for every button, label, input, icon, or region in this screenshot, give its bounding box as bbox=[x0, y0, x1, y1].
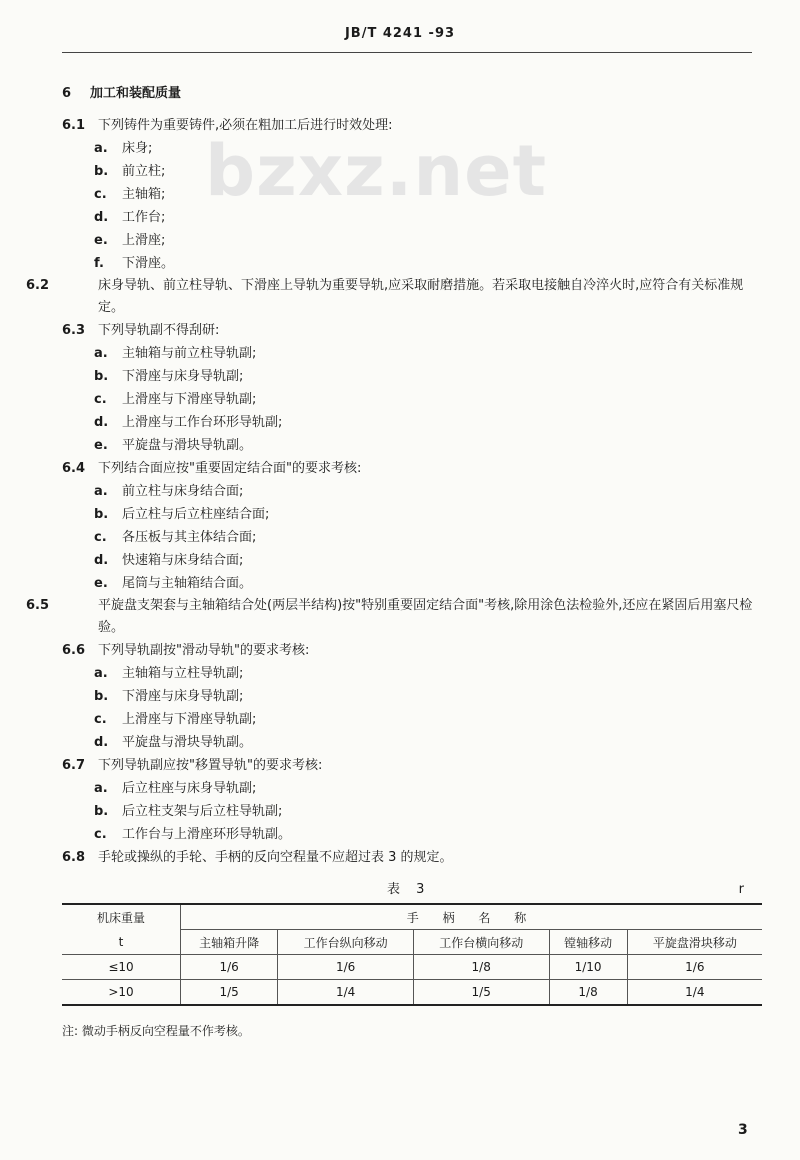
list-item: a. 后立柱座与床身导轨副; bbox=[94, 781, 257, 796]
list-item: c. 上滑座与下滑座导轨副; bbox=[94, 392, 257, 407]
table-caption bbox=[62, 877, 762, 903]
table-header-row bbox=[62, 904, 762, 930]
section-title: 加工和装配质量 bbox=[90, 86, 182, 101]
list-item: c. 上滑座与下滑座导轨副; bbox=[94, 712, 257, 727]
table-row bbox=[62, 955, 762, 980]
clause-6-3 bbox=[62, 319, 762, 342]
row-header-label: 机床重量 bbox=[62, 904, 181, 930]
group-header: 手 柄 名 称 bbox=[181, 904, 763, 930]
clause-text: 下列导轨副不得刮研: bbox=[98, 323, 220, 338]
table-unit: r bbox=[738, 882, 744, 897]
watermark: bzxz.net bbox=[205, 130, 548, 212]
list-item: e. 尾筒与主轴箱结合面。 bbox=[94, 576, 253, 591]
clause-6-6 bbox=[62, 639, 762, 662]
list-item: b. 下滑座与床身导轨副; bbox=[94, 689, 244, 704]
list-item: a. 主轴箱与前立柱导轨副; bbox=[94, 346, 257, 361]
clause-text: 下列导轨副应按"移置导轨"的要求考核: bbox=[98, 758, 323, 773]
table-header-row bbox=[62, 930, 762, 955]
clause-number: 6.7 bbox=[62, 758, 86, 773]
table-cell: ≤10 bbox=[62, 955, 181, 980]
table-cell: 1/4 bbox=[627, 980, 762, 1006]
list-item: c. 各压板与其主体结合面; bbox=[94, 530, 257, 545]
list-item: a. 前立柱与床身结合面; bbox=[94, 484, 244, 499]
column-header: 工作台纵向移动 bbox=[278, 930, 414, 955]
list-item: e. 上滑座; bbox=[94, 233, 166, 248]
list-item: b. 后立柱支架与后立柱导轨副; bbox=[94, 804, 283, 819]
list-item: a. 床身; bbox=[94, 141, 153, 156]
section-heading bbox=[62, 82, 762, 106]
clause-text: 下列结合面应按"重要固定结合面"的要求考核: bbox=[98, 461, 362, 476]
clause-text: 手轮或操纵的手轮、手柄的反向空程量不应超过表 3 的规定。 bbox=[98, 850, 453, 865]
clause-text: 床身导轨、前立柱导轨、下滑座上导轨为重要导轨,应采取耐磨措施。若采取电接触自冷淬火时,应符合有关标准规定。 bbox=[98, 278, 744, 315]
column-header: 镗轴移动 bbox=[549, 930, 627, 955]
column-header: 平旋盘滑块移动 bbox=[627, 930, 762, 955]
clause-number: 6.6 bbox=[62, 643, 86, 658]
table-cell: 1/10 bbox=[549, 955, 627, 980]
clause-number: 6.4 bbox=[62, 461, 86, 476]
clause-6-4 bbox=[62, 457, 762, 480]
table-note: 注: 微动手柄反向空程量不作考核。 bbox=[62, 1024, 250, 1038]
list-item: f. 下滑座。 bbox=[94, 256, 175, 271]
section-number: 6 bbox=[62, 86, 72, 101]
clause-text: 平旋盘支架套与主轴箱结合处(两层半结构)按"特别重要固定结合面"考核,除用涂色法检验外,还应在紧固后用塞尺检验。 bbox=[98, 598, 753, 635]
table-title: 表 3 bbox=[387, 882, 431, 897]
table-cell: 1/8 bbox=[413, 955, 549, 980]
page-number: 3 bbox=[738, 1122, 748, 1138]
clause-number: 6.1 bbox=[62, 118, 86, 133]
standard-number-header: JB/T 4241 -93 bbox=[344, 26, 456, 41]
list-item: c. 主轴箱; bbox=[94, 187, 166, 202]
list-item: b. 后立柱与后立柱座结合面; bbox=[94, 507, 270, 522]
clause-number: 6.3 bbox=[62, 323, 86, 338]
list-item: d. 工作台; bbox=[94, 210, 166, 225]
clause-6-2 bbox=[26, 275, 762, 319]
table-cell: >10 bbox=[62, 980, 181, 1006]
backlash-table bbox=[62, 903, 762, 1006]
clause-text: 下列铸件为重要铸件,必须在粗加工后进行时效处理: bbox=[98, 118, 393, 133]
clause-6-7 bbox=[62, 754, 762, 777]
table-cell: 1/8 bbox=[549, 980, 627, 1006]
column-header: 主轴箱升降 bbox=[181, 930, 278, 955]
row-header-unit: t bbox=[62, 930, 181, 955]
list-item: d. 上滑座与工作台环形导轨副; bbox=[94, 415, 283, 430]
table-cell: 1/5 bbox=[181, 980, 278, 1006]
list-item: e. 平旋盘与滑块导轨副。 bbox=[94, 438, 253, 453]
clause-6-5 bbox=[26, 595, 762, 639]
list-item: d. 平旋盘与滑块导轨副。 bbox=[94, 735, 253, 750]
column-header: 工作台横向移动 bbox=[413, 930, 549, 955]
clause-number: 6.8 bbox=[62, 850, 86, 865]
clause-text: 下列导轨副按"滑动导轨"的要求考核: bbox=[98, 643, 310, 658]
list-item: b. 下滑座与床身导轨副; bbox=[94, 369, 244, 384]
table-cell: 1/6 bbox=[278, 955, 414, 980]
list-item: b. 前立柱; bbox=[94, 164, 166, 179]
clause-number: 6.2 bbox=[26, 278, 50, 293]
table-row bbox=[62, 980, 762, 1006]
clause-number: 6.5 bbox=[26, 598, 50, 613]
table-cell: 1/4 bbox=[278, 980, 414, 1006]
list-item: a. 主轴箱与立柱导轨副; bbox=[94, 666, 244, 681]
table-cell: 1/5 bbox=[413, 980, 549, 1006]
header-rule bbox=[62, 52, 752, 53]
clause-6-8 bbox=[62, 846, 762, 869]
table-cell: 1/6 bbox=[181, 955, 278, 980]
document-body bbox=[26, 82, 762, 1039]
table-cell: 1/6 bbox=[627, 955, 762, 980]
clause-6-1 bbox=[62, 114, 762, 137]
list-item: c. 工作台与上滑座环形导轨副。 bbox=[94, 827, 292, 842]
list-item: d. 快速箱与床身结合面; bbox=[94, 553, 244, 568]
